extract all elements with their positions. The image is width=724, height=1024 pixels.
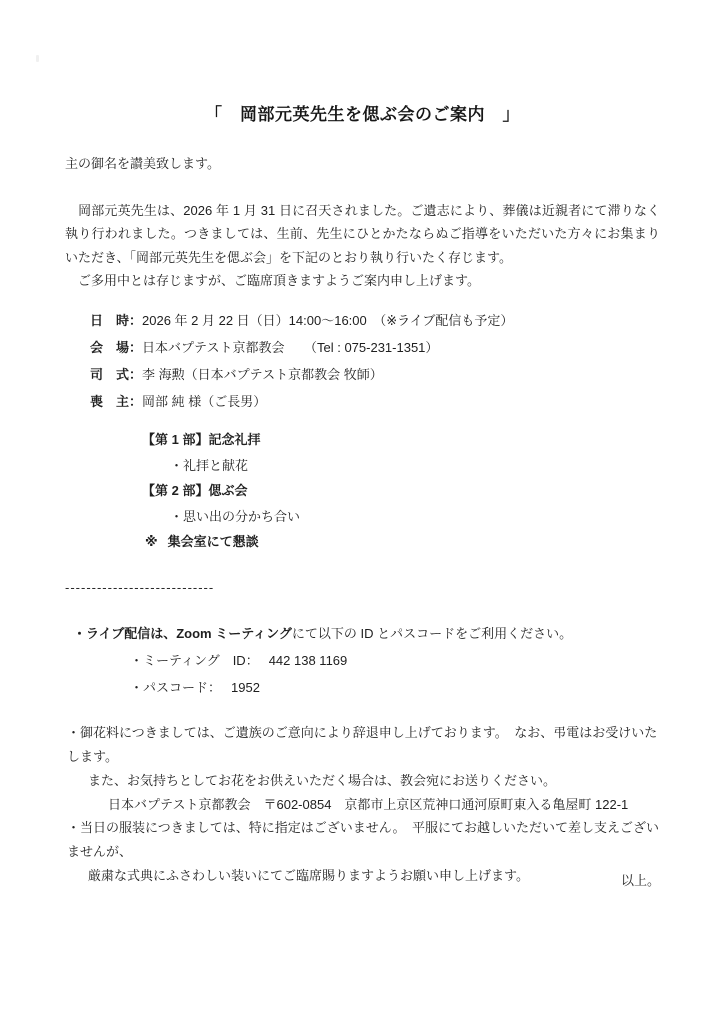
church-address: 日本バプテスト京都教会 〒602-0854 京都市上京区荒神口通河原町東入る亀屋町 122-1 (108, 797, 629, 812)
event-details (65, 307, 660, 415)
flowers-section (65, 721, 660, 817)
live-stream-lead (65, 620, 660, 647)
venue-value: 日本バプテスト京都教会 （Tel : 075-231-1351） (142, 340, 439, 355)
flowers-line-2: また、お気持ちとしてお花をお供えいただく場合は、教会宛にお送りください。 (88, 773, 557, 788)
meeting-id-value: 442 138 1169 (268, 653, 348, 668)
datetime-label: 日 時： (90, 313, 143, 328)
attire-line-1: ・当日の服装につきましては、特に指定はございません。 平服にてお越しいただいて差し支えございませんが、 (67, 820, 660, 859)
page-title: 「 岡部元英先生を偲ぶ会のご案内 」 (205, 105, 520, 124)
detail-row-datetime (65, 307, 660, 334)
intro-paragraph-1: 岡部元英先生は、2026 年 1 月 31 日に召天されました。ご遺志により、葬儀は近親者にて滞りなく執り行われました。つきましては、生前、先生にひとかたならぬご指導をいただいた方々にお集まりいただき、「岡部元英先生を偲ぶ会」を下記のとおり執り行いたく存じます。 (65, 203, 660, 265)
detail-row-officiant (65, 361, 660, 388)
passcode-row (65, 674, 660, 701)
intro-paragraphs (65, 199, 660, 292)
meeting-id-row (65, 647, 660, 674)
detail-row-venue (65, 334, 660, 361)
dashed-separator: ---------------------------- (65, 580, 215, 595)
greeting-line: 主の御名を讃美致します。 (65, 156, 220, 171)
venue-label: 会 場： (90, 340, 143, 355)
live-stream-lead-bold: ・ライブ配信は、Zoom ミーティング (73, 626, 292, 641)
datetime-value: 2026 年 2 月 22 日（日）14:00～16:00 （※ライブ配信も予定） (142, 313, 514, 328)
passcode-label: ・パスコード： (130, 680, 222, 695)
program-section (65, 427, 660, 555)
chief-mourner-value: 岡部 純 様（ご長男） (142, 394, 267, 409)
program-note (65, 529, 660, 555)
live-stream-section (65, 620, 660, 701)
detail-row-chief-mourner (65, 388, 660, 415)
chief-mourner-label: 喪 主： (90, 394, 143, 409)
program-part1-item: ・礼拝と献花 (170, 457, 249, 473)
live-stream-lead-rest: にて以下の ID とパスコードをご利用ください。 (291, 626, 573, 641)
meeting-id-label: ・ミーティング ID： (130, 653, 259, 668)
intro-paragraph-2: ご多用中とは存じますが、ご臨席頂きますようご案内申し上げます。 (65, 272, 480, 288)
stray-print-mark (36, 55, 39, 62)
program-part2-heading: 【第 2 部】偲ぶ会 (142, 483, 248, 498)
passcode-value: 1952 (231, 680, 260, 695)
closing-phrase: 以上。 (620, 873, 660, 888)
attire-line-2: 厳粛な式典にふさわしい装いにてご臨席賜りますようお願い申し上げます。 (88, 868, 529, 883)
flowers-line-1: ・御花料につきましては、ご遺族のご意向により辞退申し上げております。 なお、弔電はお受けいたします。 (67, 725, 658, 764)
program-part2-item: ・思い出の分かち合い (170, 508, 301, 524)
note-mark: ※ (145, 534, 158, 549)
officiant-value: 李 海勲（日本バプテスト京都教会 牧師） (142, 367, 383, 382)
note-text: 集会室にて懇談 (167, 534, 259, 549)
officiant-label: 司 式： (90, 367, 143, 382)
program-part1-heading: 【第 1 部】記念礼拝 (142, 432, 261, 447)
